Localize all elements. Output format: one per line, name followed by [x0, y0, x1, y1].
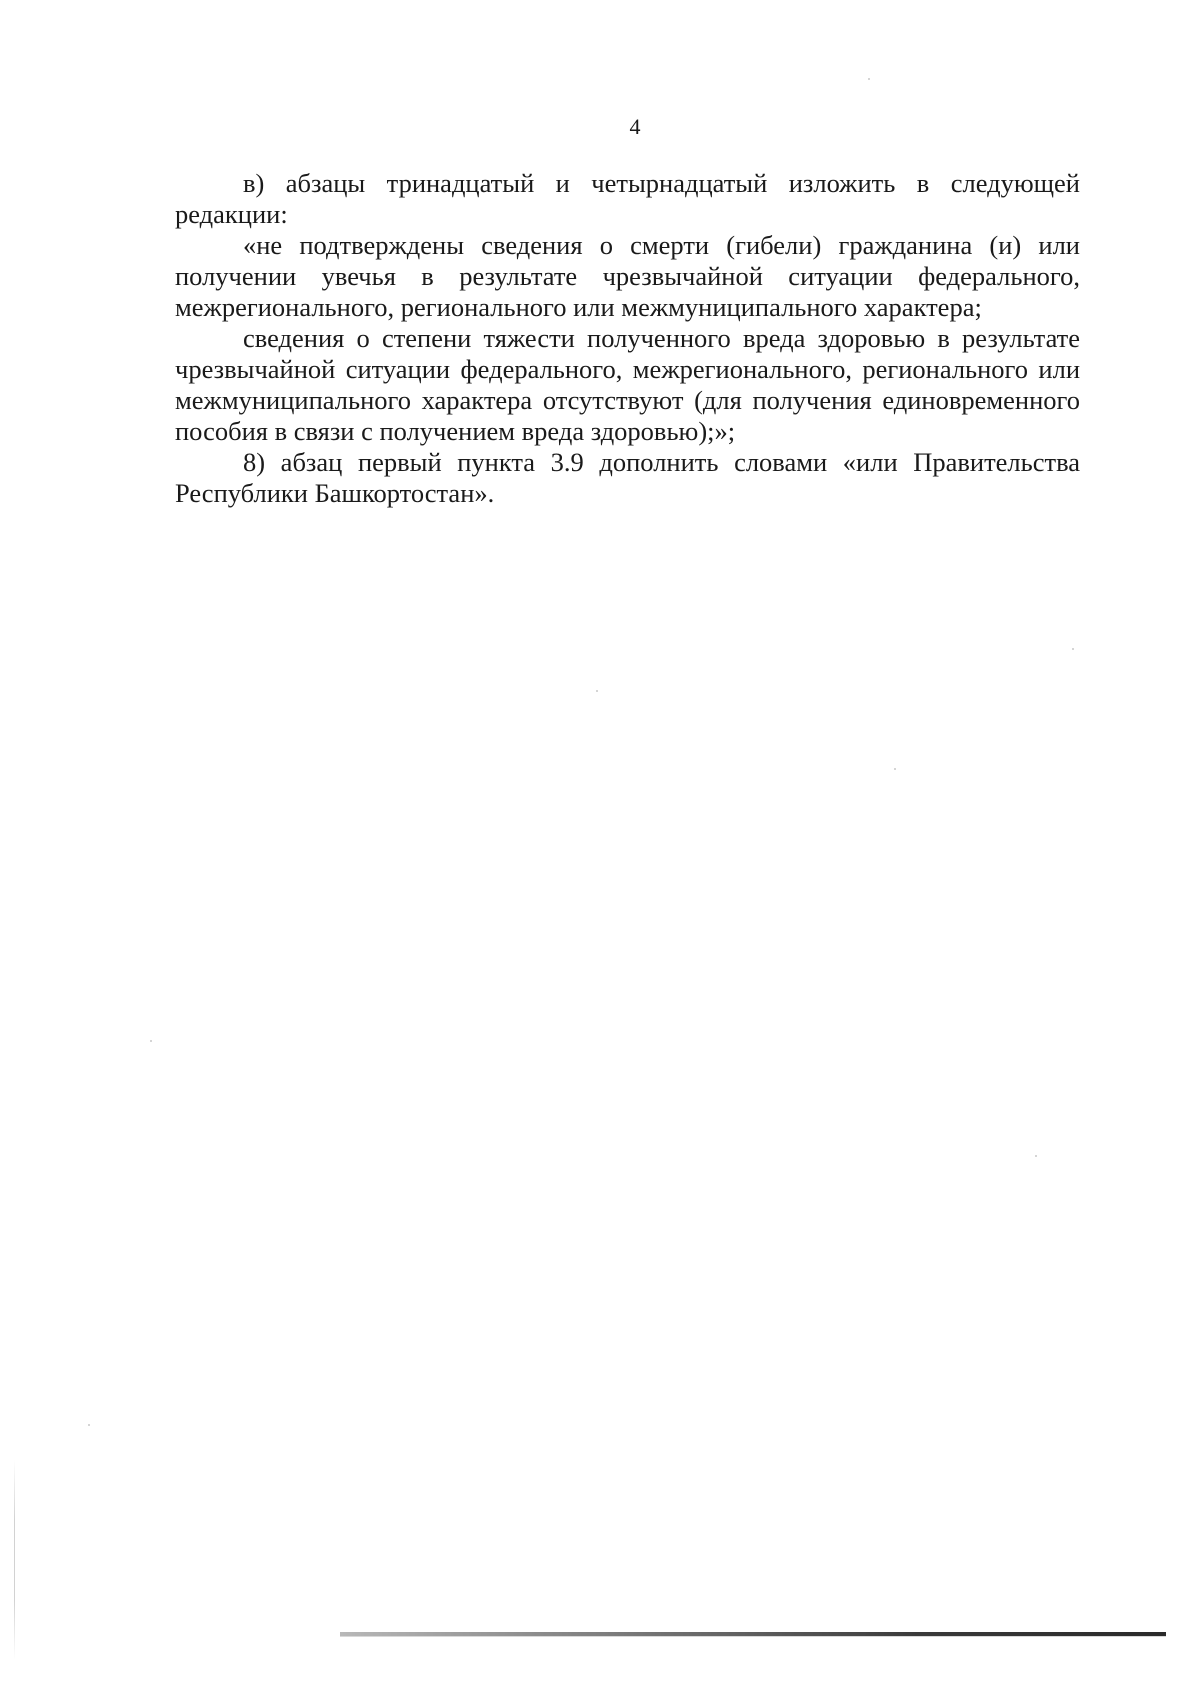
scan-speck: [88, 1424, 90, 1426]
paragraph-quoted-amendment-1: «не подтверждены сведения о смерти (гибели) гражданина (и) или получении увечья в результате чрезвычайной ситуации федерального, межрегионального, регионального или межмуниципального характера;: [175, 230, 1080, 322]
scan-speck: [868, 78, 870, 80]
scan-speck: [894, 768, 896, 770]
scan-bottom-rule-shadow: [340, 1636, 1166, 1637]
page-number: 4: [629, 114, 641, 139]
paragraph-quoted-amendment-2: сведения о степени тяжести полученного вреда здоровью в результате чрезвычайной ситуации федерального, межрегионального, регионального или межмуниципального характера отсутствуют (для получения единовременного пособия в связи с получением вреда здоровью);»;: [175, 323, 1080, 446]
paragraph-subitem-v: в) абзацы тринадцатый и четырнадцатый изложить в следующей редакции:: [175, 168, 1080, 229]
scan-left-edge: [14, 1460, 15, 1660]
paragraph-item-8: 8) абзац первый пункта 3.9 дополнить словами «или Правительства Республики Башкортостан».: [175, 447, 1080, 508]
scan-speck: [150, 1040, 152, 1042]
document-body: [175, 168, 1080, 509]
scan-speck: [1072, 648, 1074, 650]
scan-speck: [596, 690, 598, 692]
scan-speck: [1035, 1155, 1037, 1157]
